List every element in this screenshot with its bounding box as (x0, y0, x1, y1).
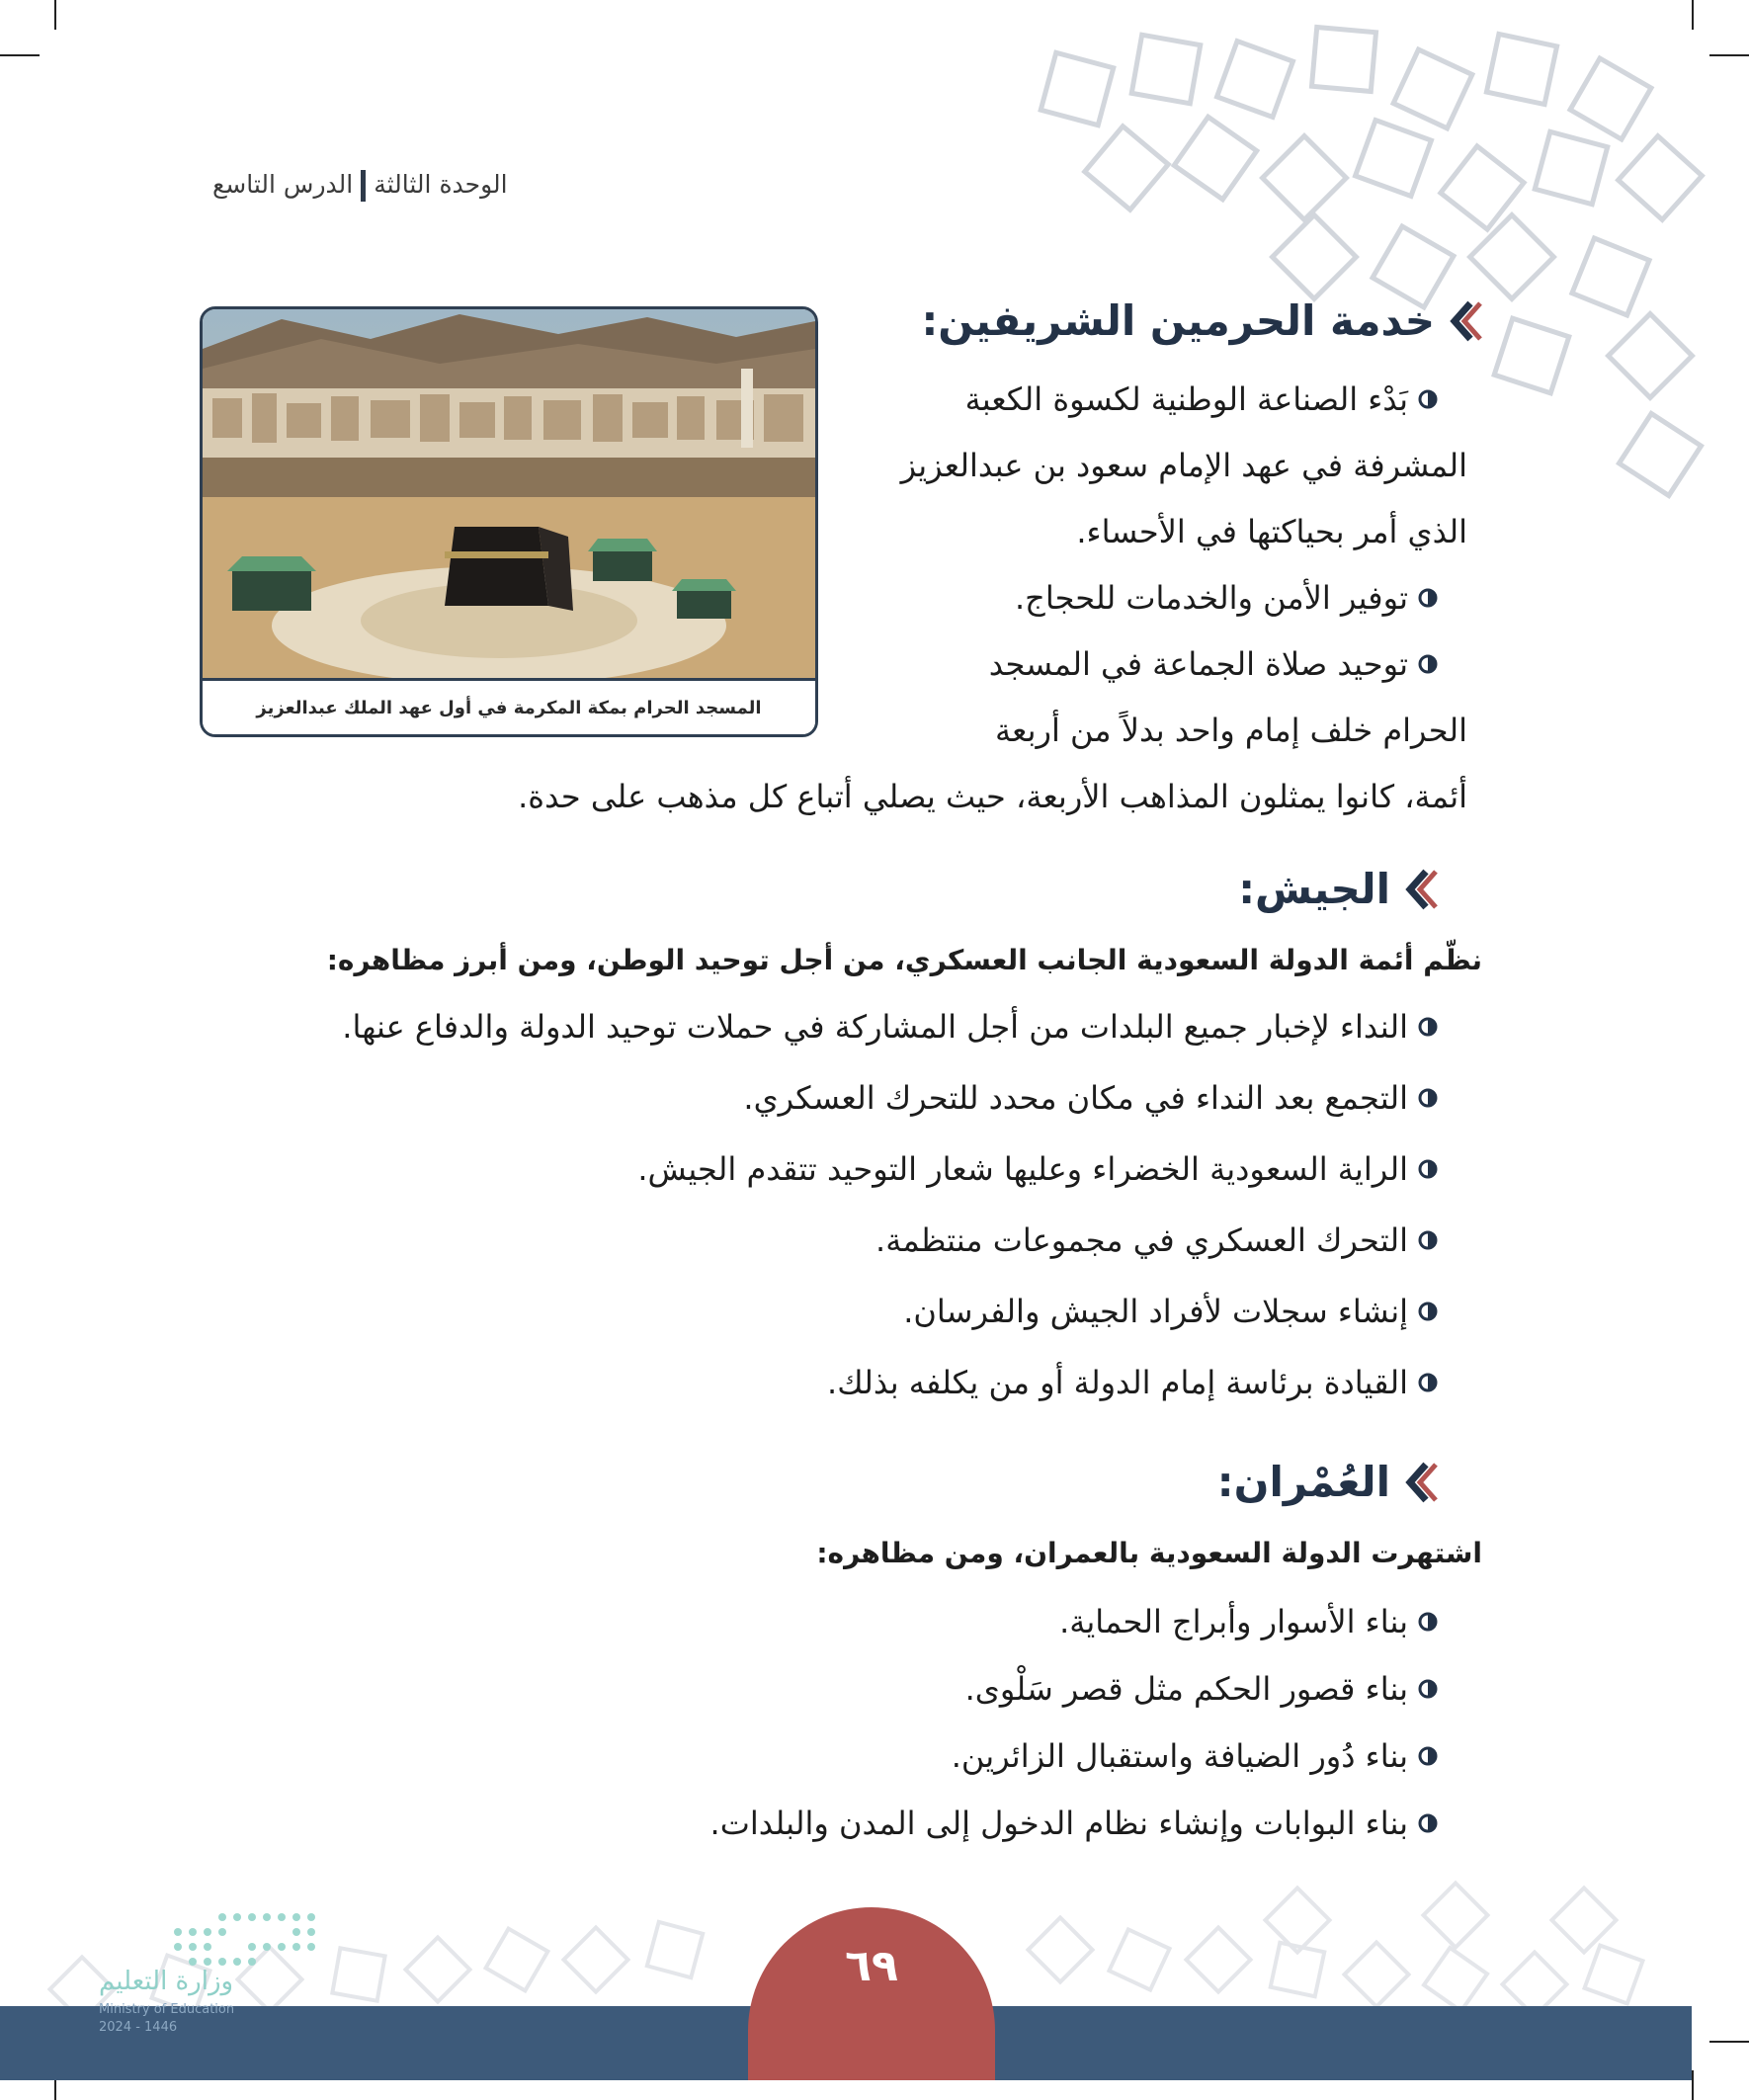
crop-mark (54, 0, 56, 30)
page-number-badge (748, 1907, 995, 2080)
ministry-logo-subtext: Ministry of Education (99, 2002, 235, 2017)
bullet-icon (1418, 1813, 1438, 1833)
chevron-icon (1404, 1461, 1438, 1504)
crop-mark (0, 54, 40, 56)
bullet-icon (1418, 1017, 1438, 1037)
crop-mark (1692, 0, 1694, 30)
ministry-logo-year: 2024 - 1446 (99, 2020, 178, 2035)
bullet-icon (1418, 654, 1438, 674)
unit-label: الوحدة الثالثة (374, 170, 508, 199)
text-line: الذي أمر بحياكتها في الأحساء. (1076, 513, 1467, 550)
bullet-icon (1418, 1159, 1438, 1179)
list-item: توفير الأمن والخدمات للحجاج. (1015, 579, 1438, 617)
list-item: بناء قصور الحكم مثل قصر سَلْوى. (965, 1670, 1438, 1708)
list-item: بناء الأسوار وأبراج الحماية. (1059, 1603, 1438, 1640)
bullet-icon (1418, 1230, 1438, 1250)
header-separator (361, 170, 366, 202)
section-title-haramain (921, 296, 1482, 345)
list-item: توحيد صلاة الجماعة في المسجد (989, 645, 1438, 683)
bullet-icon (1418, 389, 1438, 409)
crop-mark (1692, 2070, 1694, 2100)
page-number: ٦٩ (845, 1941, 898, 1991)
text-line: الحرام خلف إمام واحد بدلاً من أربعة (995, 712, 1467, 749)
section-title-text: الجيش: (1238, 865, 1390, 913)
list-item: بَدْء الصناعة الوطنية لكسوة الكعبة (965, 380, 1438, 418)
bullet-icon (1418, 1679, 1438, 1699)
list-item: التحرك العسكري في مجموعات منتظمة. (875, 1221, 1438, 1259)
list-item: بناء البوابات وإنشاء نظام الدخول إلى المدن والبلدات. (710, 1805, 1438, 1842)
bullet-icon (1418, 588, 1438, 608)
section-title-text: خدمة الحرمين الشريفين: (921, 296, 1435, 345)
haram-illustration (203, 309, 815, 681)
crop-mark (1709, 54, 1749, 56)
bullet-icon (1418, 1088, 1438, 1108)
section-title-construction (1217, 1458, 1438, 1506)
section-intro: نظّم أئمة الدولة السعودية الجانب العسكري، من أجل توحيد الوطن، ومن أبرز مظاهره: (326, 944, 1482, 976)
photo-caption: المسجد الحرام بمكة المكرمة في أول عهد الملك عبدالعزيز (203, 678, 815, 734)
section-intro: اشتهرت الدولة السعودية بالعمران، ومن مظاهره: (816, 1537, 1482, 1569)
text-line: أئمة، كانوا يمثلون المذاهب الأربعة، حيث يصلي أتباع كل مذهب على حدة. (518, 778, 1467, 815)
ministry-logo-text: وزارة التعليم (99, 1967, 234, 1996)
list-item: الراية السعودية الخضراء وعليها شعار التوحيد تتقدم الجيش. (637, 1150, 1438, 1188)
section-title-army (1238, 865, 1438, 913)
list-item: التجمع بعد النداء في مكان محدد للتحرك العسكري. (743, 1079, 1438, 1117)
list-item: النداء لإخبار جميع البلدات من أجل المشاركة في حملات توحيد الدولة والدفاع عنها. (342, 1008, 1438, 1046)
bullet-icon (1418, 1302, 1438, 1321)
bullet-icon (1418, 1373, 1438, 1392)
list-item: إنشاء سجلات لأفراد الجيش والفرسان. (903, 1293, 1438, 1330)
chevron-icon (1404, 868, 1438, 911)
bullet-icon (1418, 1612, 1438, 1632)
section-title-text: العُمْران: (1216, 1458, 1390, 1506)
list-item: القيادة برئاسة إمام الدولة أو من يكلفه بذلك. (827, 1364, 1438, 1401)
text-line: المشرفة في عهد الإمام سعود بن عبدالعزيز (900, 447, 1467, 484)
bullet-icon (1418, 1746, 1438, 1766)
chevron-icon (1449, 299, 1482, 343)
lesson-label: الدرس التاسع (212, 170, 354, 199)
page-header (212, 170, 508, 202)
haram-photo (200, 306, 818, 737)
crop-mark (1709, 2041, 1749, 2043)
list-item: بناء دُور الضيافة واستقبال الزائرين. (952, 1737, 1438, 1775)
